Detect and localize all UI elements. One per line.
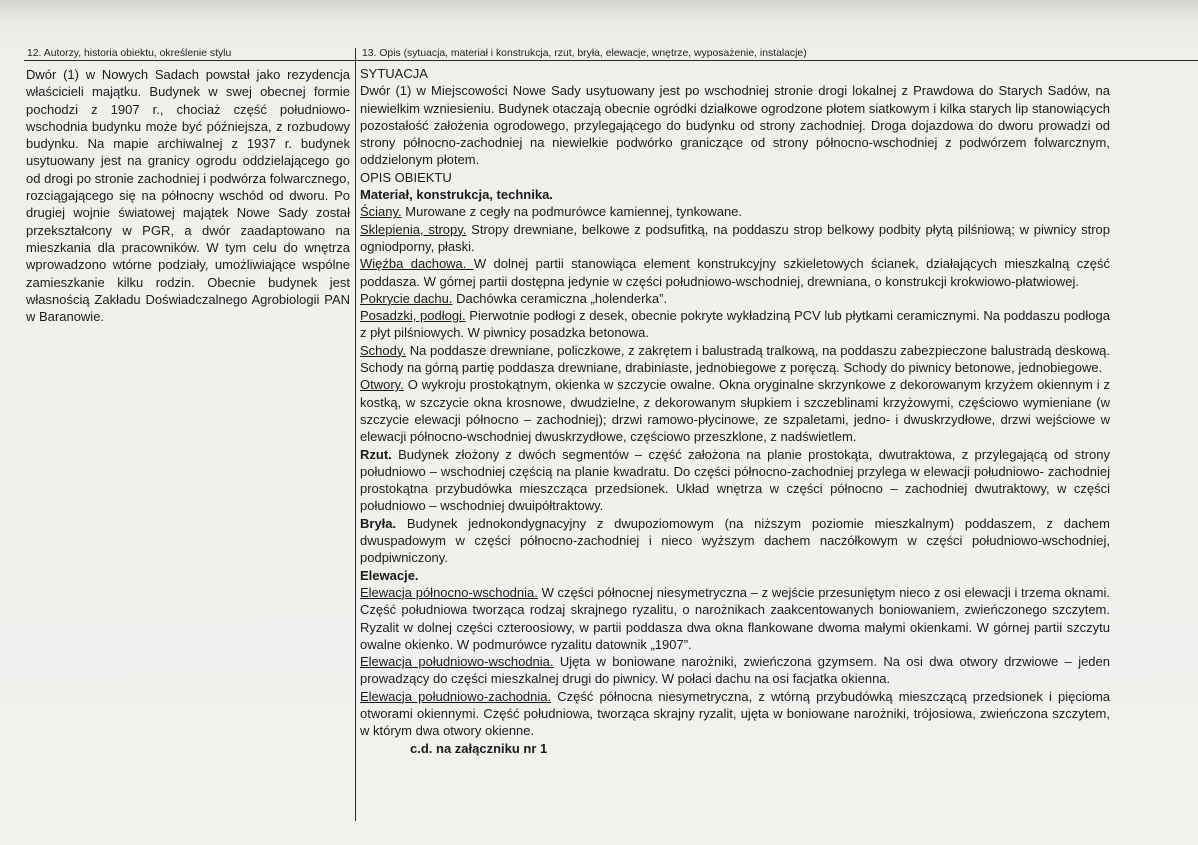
wiezba-paragraph [360, 255, 1110, 290]
rzut-label: Rzut. [360, 446, 392, 462]
sciany-label: Ściany. [360, 204, 402, 220]
sciany-text: Murowane z cegły na podmurówce kamiennej, tynkowane. [401, 204, 743, 220]
posadzki-paragraph [360, 307, 1110, 342]
sklepienia-text: Stropy drewniane, belkowe z podsufitką, na poddaszu strop belkowy podbity płytą pilśniową; w piwnicy strop ogniodporny, płaski. [360, 221, 1110, 254]
elewacja-pn-wsch-label: Elewacja północno-wschodnia. [360, 584, 538, 600]
posadzki-text: Pierwotnie podłogi z desek, obecnie pokryte wykładziną PCV lub płytkami ceramicznymi. Na poddaszu podłoga z płyt pilśniowych. W piwnicy posadzka betonowa. [360, 308, 1110, 341]
elewacja-pd-zach-paragraph [360, 688, 1110, 740]
history-text: Dwór (1) w Nowych Sadach powstał jako rezydencja właścicieli majątku. Budynek w swej obecnej formie pochodzi z 1907 r., chociaż część południowo-wschodnia budynku może być późniejsza, z rozbudowy budynku. Na mapie archiwalnej z 1937 r. budynek usytuowany jest na granicy ogrodu oddzielającego go od drogi po stronie zachodniej i podwórza folwarcznego, rozciągającego się na północny wschód od dworu. Po drugiej wojnie światowej majątek Nowe Sady został przekształcony w PGR, a dwór zaadaptowano na mieszkania dla pracowników. W tym celu do wnętrza wprowadzono wtórne podziały, umożliwiające wspólne zamieszkanie kilku rodzin. Obecnie budynek jest własnością Zakładu Doświadczalnego Agrobiologii PAN w Baranowie. [26, 67, 350, 325]
sklepienia-label: Sklepienia, stropy. [360, 221, 467, 237]
elewacja-pd-zach-label: Elewacja południowo-zachodnia. [360, 688, 552, 704]
rzut-paragraph [360, 446, 1110, 515]
otwory-paragraph [360, 376, 1110, 445]
pokrycie-paragraph [360, 290, 1110, 307]
right-column-header: 13. Opis (sytuacja, materiał i konstrukcja, rzut, bryła, elewacje, wnętrze, wyposażenie, instalacje) [362, 48, 807, 59]
elewacja-pd-wsch-label: Elewacja południowo-wschodnia. [360, 654, 554, 670]
left-column-header: 12. Autorzy, historia obiektu, określenie stylu [27, 48, 232, 59]
pokrycie-label: Pokrycie dachu. [360, 290, 453, 306]
schody-paragraph [360, 342, 1110, 377]
elewacja-pd-wsch-paragraph [360, 653, 1110, 688]
sklepienia-paragraph [360, 221, 1110, 256]
rzut-text: Budynek złożony z dwóch segmentów – część założona na planie prostokąta, dwutraktowa, z przylegającą od strony południowo – wschodniej częścią na planie kwadratu. Do części północno-zachodniej przylega w elewacji południowo- zachodniej prostokątna przybudówka mieszcząca przedsionek. Układ wnętrza w części północno – zachodniej dwutraktowy, w części południowo – wschodniej dwuipółtraktowy. [360, 446, 1110, 514]
elewacja-pd-zach-text: Część północna niesymetryczna, z wtórną przybudówką mieszczącą przedsionek i pięcioma otworami okiennymi. Część południowa, tworząca skrajny ryzalit, ujęta w boniowane narożniki, trójosiowa, zwieńczona szczytem, w którym dwa otwory okienne. [360, 688, 1110, 739]
column-divider [355, 48, 356, 821]
continued-note: c.d. na załączniku nr 1 [410, 740, 548, 756]
opis-heading: OPIS OBIEKTU [360, 169, 452, 185]
bryla-text: Budynek jednokondygnacyjny z dwupoziomowym (na niższym poziomie mieszkalnym) poddaszem, z dachem dwuspadowym w części północno-zachodniej i nieco wyższym dachem naczółkowym w części południowo-wschodniej, podpiwniczony. [360, 515, 1110, 566]
elewacje-heading: Elewacje. [360, 567, 419, 583]
bryla-label: Bryła. [360, 515, 397, 531]
otwory-label: Otwory. [360, 377, 404, 393]
sciany-paragraph [360, 203, 1110, 220]
history-column [26, 66, 350, 325]
elewacja-pn-wsch-text: W części północnej niesymetryczna – z wejście przesuniętym nieco z osi elewacji i trzema oknami. Część południowa tworząca rodzaj skrajnego ryzalitu, o narożnikach zaakcentowanych boniowaniem, zwieńczonego szczytem. Ryzalit w dolnej części czteroosiowy, w partii poddasza dwa okna flankowane dwoma małymi okienkami. W górnej partii szczytu owalne okienko. W podmurówce ryzalitu datownik „1907”. [360, 584, 1110, 652]
schody-text: Na poddasze drewniane, policzkowe, z zakrętem i balustradą tralkową, na poddaszu zabezpieczone balustradą deskową. Schody na górną partię poddasza drewniane, drabiniaste, jednobiegowe z poręczą. Schody do piwnicy betonowe, jednobiegowe. [360, 342, 1110, 376]
elewacja-pd-wsch-text: Ujęta w boniowane narożniki, zwieńczona gzymsem. Na osi dwa otwory drzwiowe – jeden prowadzący do części mieszkalnej drugi do piwnicy. W połaci dachu na osi facjatka okienna. [360, 654, 1110, 687]
material-heading: Materiał, konstrukcja, technika. [360, 187, 553, 203]
bryla-paragraph [360, 515, 1110, 567]
sytuacja-text: Dwór (1) w Miejscowości Nowe Sady usytuowany jest po wschodniej stronie drogi lokalnej z Prawdowa do Starych Sadów, na niewielkim wzniesieniu. Budynek otaczają obecnie ogródki działkowe ogrodzone płotem siatkowym i kilka starych lip stanowiących pozostałość założenia ogrodowego, przylegającego do budynku od strony zachodniej. Droga dojazdowa do dworu prowadzi od strony północno-zachodniej na niewielkie podwórko graniczące od strony północno-wschodniej z podwórzem folwarcznym, oddzielonym płotem. [360, 83, 1110, 168]
elewacja-pn-wsch-paragraph [360, 584, 1110, 653]
otwory-text: O wykroju prostokątnym, okienka w szczycie owalne. Okna oryginalne skrzynkowe z dekorowanym krzyżem okiennym i z kostką, w szczycie okna krosnowe, dwudzielne, z dekorowanym słupkiem i szczeblinami krzyżowymi, częściowo wymieniane (w szczycie elewacji północno – zachodniej); drzwi ramowo-płycinowe, ze szpaletami, jedno- i dwuskrzydłowe, drzwi wejściowe w elewacji północno-wschodniej dwuskrzydłowe, częściowo przeszklone, z nadświetlem. [360, 377, 1110, 445]
scan-top-edge [0, 0, 1198, 22]
posadzki-label: Posadzki, podłogi. [360, 308, 466, 324]
right-header-rule [356, 60, 1198, 61]
sytuacja-heading: SYTUACJA [360, 66, 428, 81]
schody-label: Schody. [360, 342, 407, 358]
description-column [360, 65, 1110, 757]
wiezba-label: Więźba dachowa. [360, 256, 474, 272]
left-header-rule [24, 60, 355, 61]
wiezba-text: W dolnej partii stanowiąca element konstrukcyjny szkieletowych ścianek, działających mieszkalną część poddasza. W górnej partii dostępna jedynie w części południowo-wschodniej, drewniana, o konstrukcji krokwiowo-płatwiowej. [360, 256, 1110, 289]
pokrycie-text: Dachówka ceramiczna „holenderka”. [452, 290, 668, 306]
